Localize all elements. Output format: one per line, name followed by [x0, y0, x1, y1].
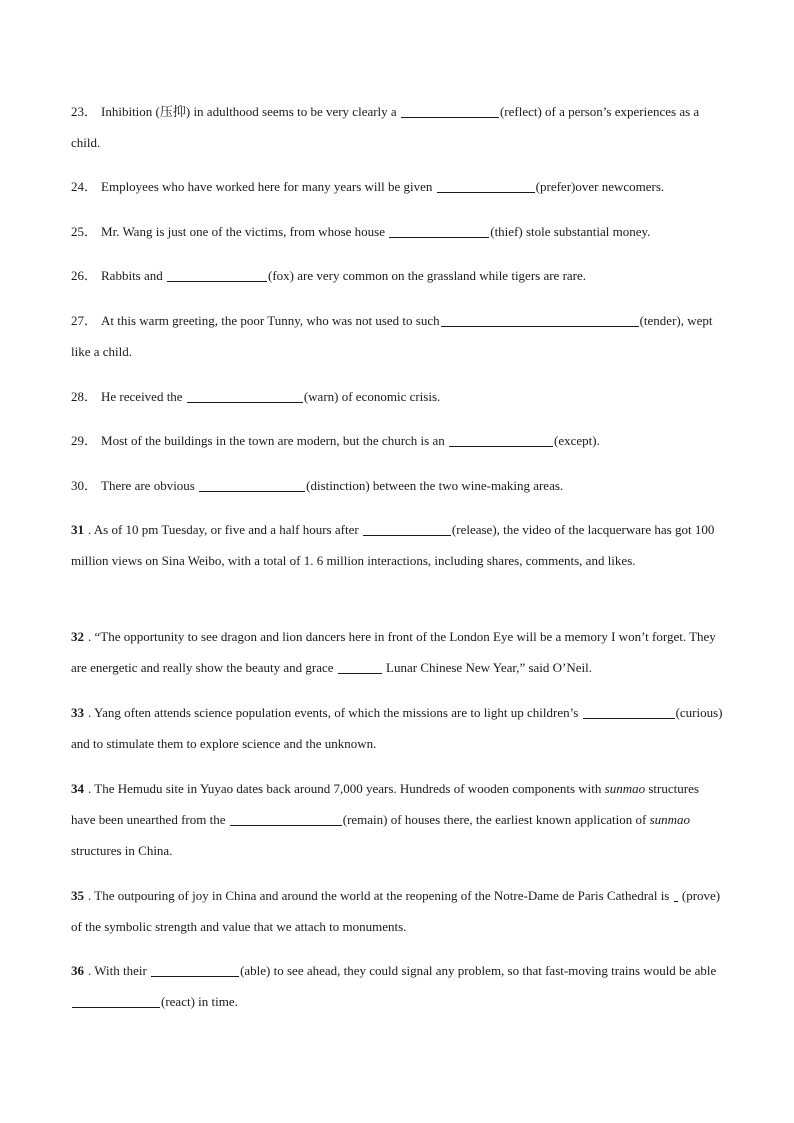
question-text: . With their	[88, 963, 147, 978]
question-text: Most of the buildings in the town are modern, but the church is an	[101, 433, 445, 448]
question-text: Employees who have worked here for many years will be given	[101, 179, 433, 194]
question-32	[71, 621, 723, 683]
question-hint: Lunar Chinese New Year,” said O’Neil.	[386, 660, 593, 675]
question-text: Rabbits and	[101, 268, 163, 283]
answer-blank[interactable]	[441, 312, 639, 327]
question-hint: (distinction) between the two wine-making areas.	[306, 478, 564, 493]
question-number: 28．	[71, 389, 98, 404]
answer-blank[interactable]	[363, 521, 451, 536]
question-number: 26．	[71, 268, 98, 283]
answer-blank[interactable]	[230, 811, 342, 826]
answer-blank[interactable]	[187, 388, 303, 403]
question-text: . The outpouring of joy in China and around the world at the reopening of the Notre-Dame de Paris Cathedral is	[88, 888, 670, 903]
question-36	[71, 955, 723, 1017]
answer-blank[interactable]	[338, 659, 382, 674]
answer-blank[interactable]	[167, 267, 267, 282]
question-text: . Yang often attends science population events, of which the missions are to light up children’s	[88, 705, 579, 720]
question-number: 35	[71, 888, 84, 903]
question-hint: (release), the video of the lacquerware has got 100 million views on Sina Weibo, with a total of 1. 6 million interactions, including shares, comments, and likes.	[71, 522, 715, 568]
question-hint: (thief) stole substantial money.	[490, 224, 651, 239]
question-26	[71, 260, 723, 291]
question-25	[71, 216, 723, 247]
question-hint: (able) to see ahead, they could signal any problem, so that fast-moving trains would be able	[240, 963, 717, 978]
question-hint: (reflect) of a person’s experiences as a child.	[71, 104, 700, 150]
question-hint: (tender), wept like a child.	[71, 313, 713, 359]
question-29	[71, 425, 723, 456]
question-number: 34	[71, 781, 84, 796]
question-text: At this warm greeting, the poor Tunny, who was not used to such	[101, 313, 440, 328]
question-33	[71, 697, 723, 759]
answer-blank[interactable]	[151, 962, 239, 977]
question-number: 36	[71, 963, 84, 978]
question-number: 32	[71, 629, 84, 644]
question-number: 25．	[71, 224, 98, 239]
answer-blank[interactable]	[437, 178, 535, 193]
answer-blank[interactable]	[389, 223, 489, 238]
answer-blank[interactable]	[72, 993, 160, 1008]
answer-blank[interactable]	[583, 704, 675, 719]
answer-blank[interactable]	[401, 103, 499, 118]
question-hint: (fox) are very common on the grassland while tigers are rare.	[268, 268, 587, 283]
question-24	[71, 171, 723, 202]
question-text: structures have been unearthed from the	[71, 781, 699, 827]
question-text: Inhibition (压抑) in adulthood seems to be very clearly a	[101, 104, 397, 119]
answer-blank[interactable]	[199, 477, 305, 492]
question-text: . As of 10 pm Tuesday, or five and a half hours after	[88, 522, 359, 537]
question-34	[71, 773, 723, 866]
question-hint: (warn) of economic crisis.	[303, 389, 441, 404]
question-number: 29．	[71, 433, 98, 448]
answer-blank[interactable]	[674, 887, 678, 902]
italic-term: sunmao	[604, 781, 646, 796]
question-number: 27．	[71, 313, 98, 328]
question-hint: (except).	[553, 433, 600, 448]
italic-term: sunmao	[649, 812, 691, 827]
question-hint: (prefer)over newcomers.	[535, 179, 665, 194]
question-35	[71, 880, 723, 942]
question-hint: (prove) of the symbolic strength and value that we attach to monuments.	[71, 888, 721, 934]
question-number: 30．	[71, 478, 98, 493]
question-28	[71, 381, 723, 412]
question-text: Mr. Wang is just one of the victims, from whose house	[101, 224, 385, 239]
question-text: . “The opportunity to see dragon and lion dancers here in front of the London Eye will be a memory I won’t forget. They are energetic and really show the beauty and grace	[71, 629, 716, 675]
question-text: . The Hemudu site in Yuyao dates back around 7,000 years. Hundreds of wooden components with	[88, 781, 602, 796]
question-hint: (remain) of houses there, the earliest known application of	[342, 812, 647, 827]
question-number: 33	[71, 705, 84, 720]
question-text: structures in China.	[71, 843, 173, 858]
answer-blank[interactable]	[449, 432, 553, 447]
question-number: 23．	[71, 104, 98, 119]
question-number: 24．	[71, 179, 98, 194]
question-23	[71, 96, 723, 158]
question-number: 31	[71, 522, 84, 537]
question-hint: (curious) and to stimulate them to explore science and the unknown.	[71, 705, 723, 751]
question-30	[71, 470, 723, 501]
question-31	[71, 514, 723, 576]
question-27	[71, 305, 723, 367]
question-text: There are obvious	[101, 478, 195, 493]
question-hint: (react) in time.	[161, 994, 238, 1009]
question-text: He received the	[101, 389, 183, 404]
